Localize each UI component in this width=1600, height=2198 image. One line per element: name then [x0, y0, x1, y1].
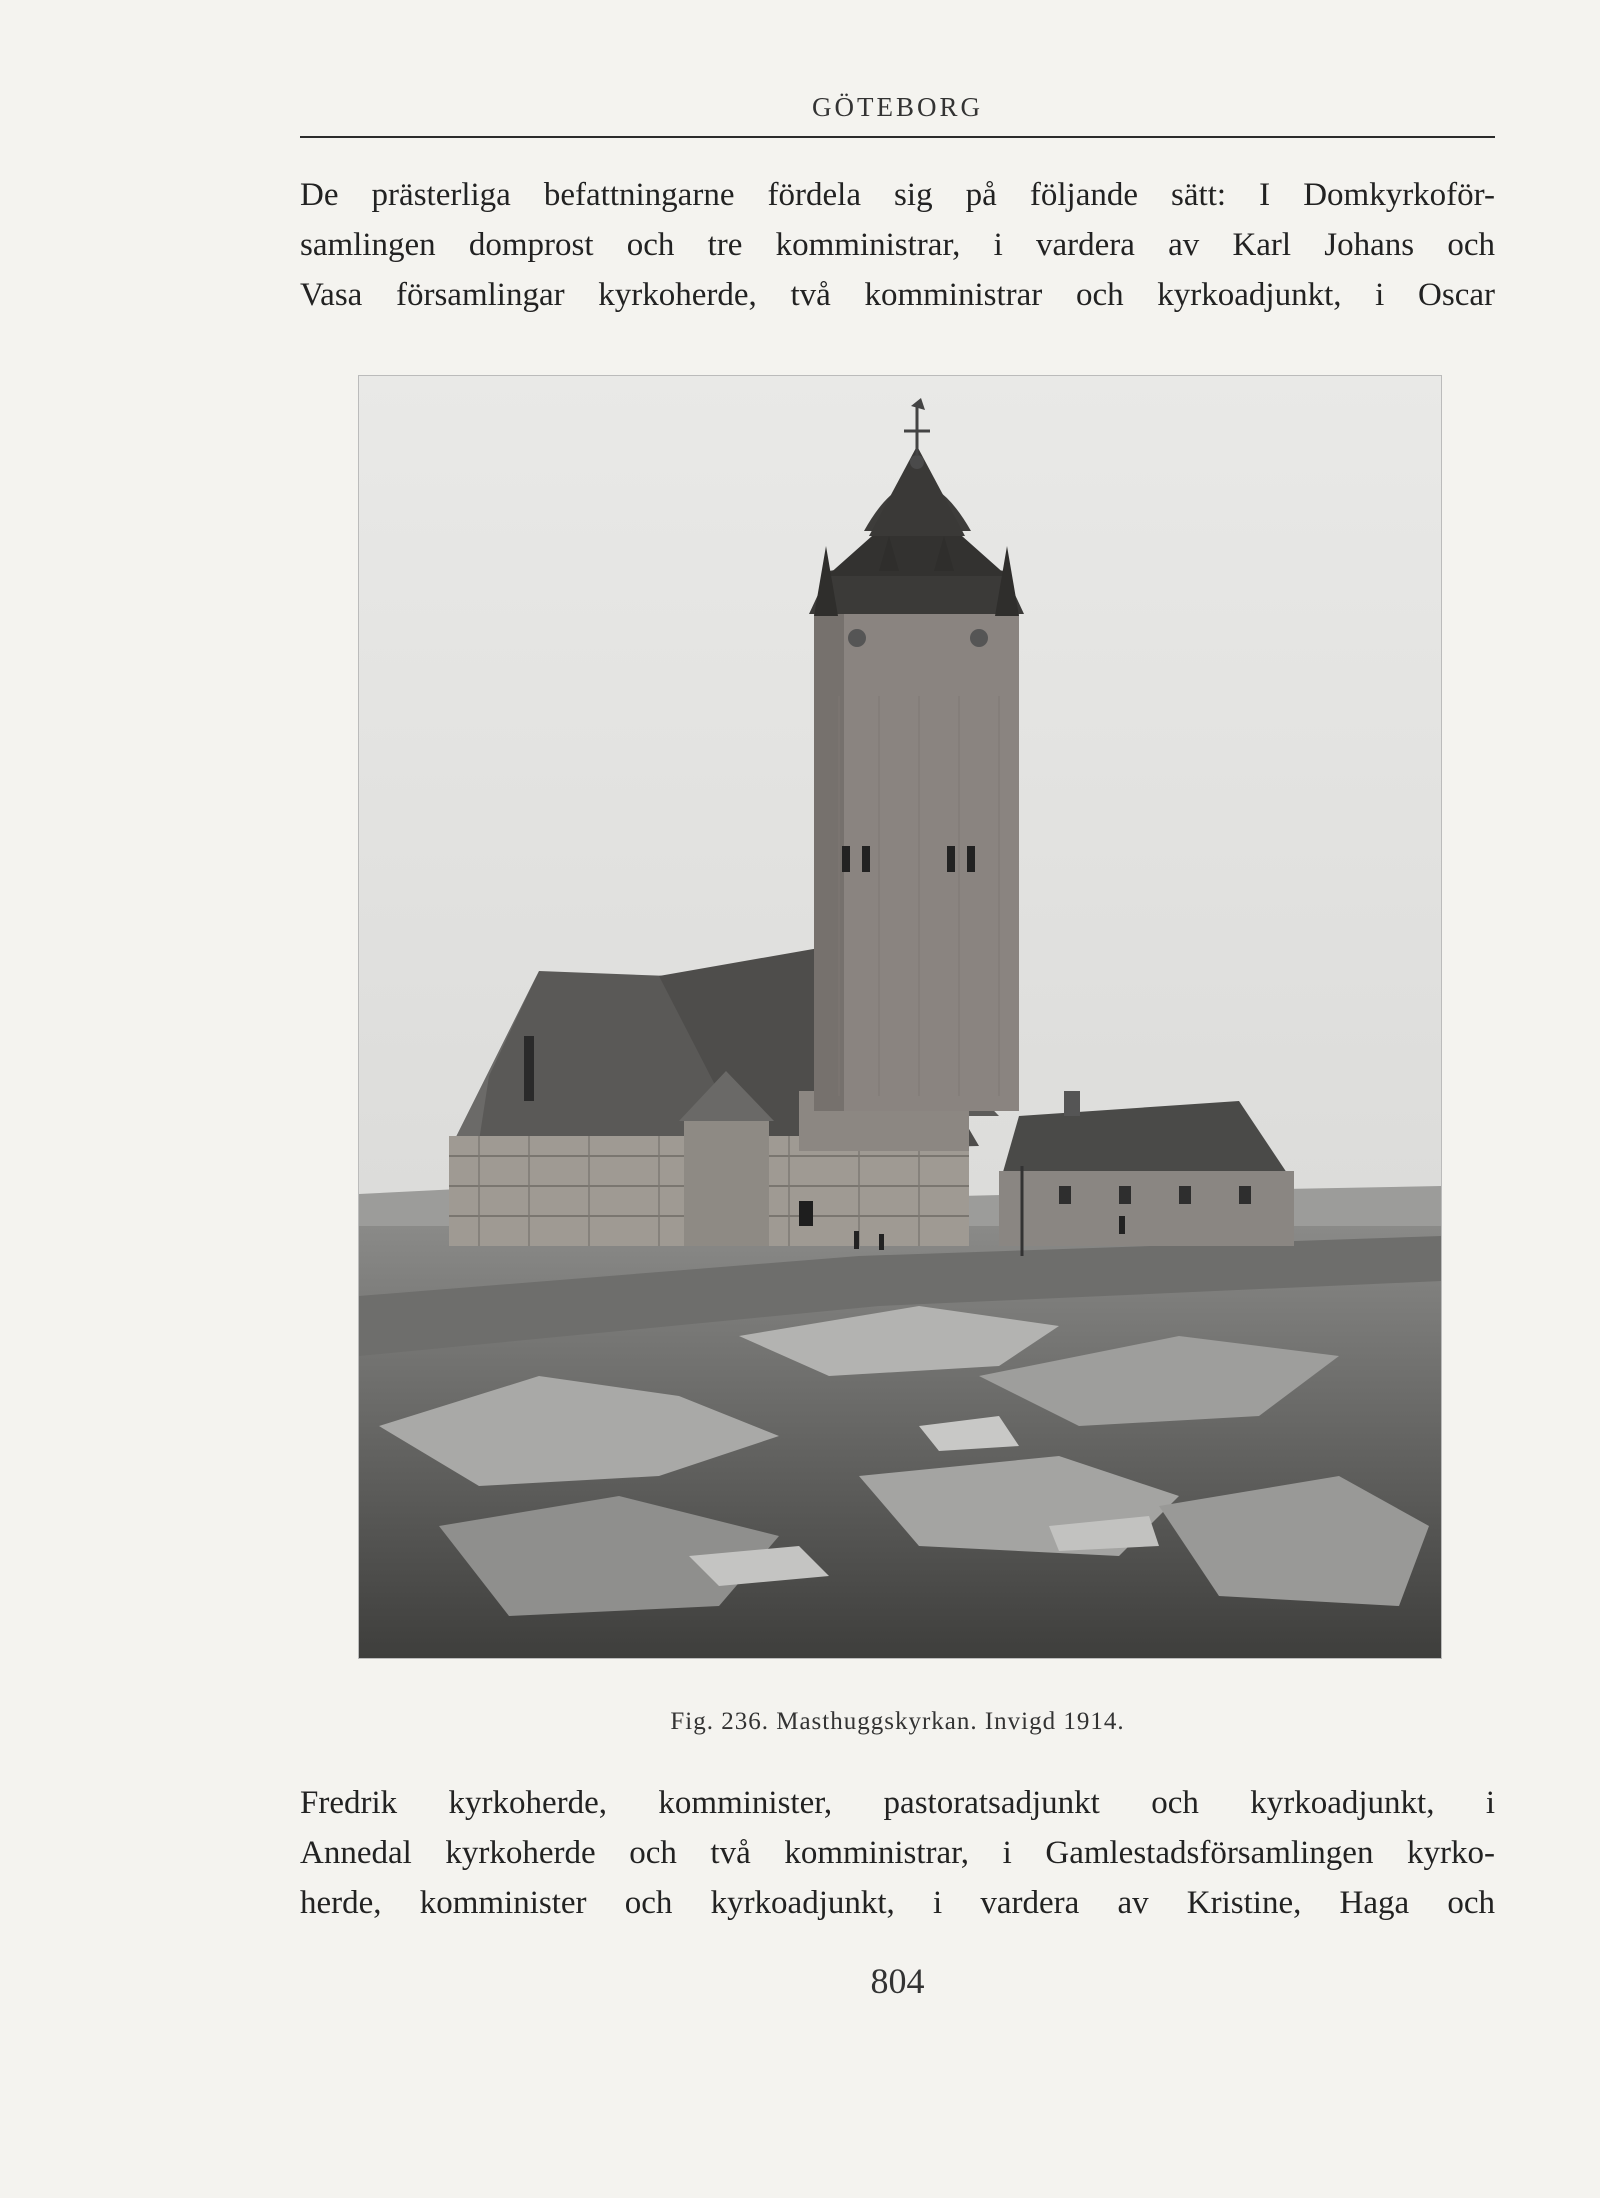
text-line: De prästerliga befattningarne fördela sig på följande sätt: I Domkyrkoför-: [300, 177, 1495, 213]
header-rule: [300, 136, 1495, 138]
paragraph-bottom: [300, 1778, 1495, 1928]
church-photograph: [358, 375, 1442, 1659]
text-line: herde, komminister och kyrkoadjunkt, i vardera av Kristine, Haga och: [300, 1885, 1495, 1921]
text-line: Vasa församlingar kyrkoherde, två komministrar och kyrkoadjunkt, i Oscar: [300, 277, 1495, 313]
figure-caption: Fig. 236. Masthuggskyrkan. Invigd 1914.: [670, 1708, 1125, 1735]
text-line: samlingen domprost och tre komministrar, i vardera av Karl Johans och: [300, 227, 1495, 263]
running-head: GÖTEBORG: [812, 92, 983, 122]
text-line: Fredrik kyrkoherde, komminister, pastoratsadjunkt och kyrkoadjunkt, i: [300, 1785, 1495, 1821]
page-number: 804: [870, 1961, 925, 2001]
text-line: Annedal kyrkoherde och två komministrar, i Gamlestadsförsamlingen kyrko-: [300, 1835, 1495, 1871]
church-illustration: [359, 376, 1441, 1658]
paragraph-top: [300, 170, 1495, 320]
